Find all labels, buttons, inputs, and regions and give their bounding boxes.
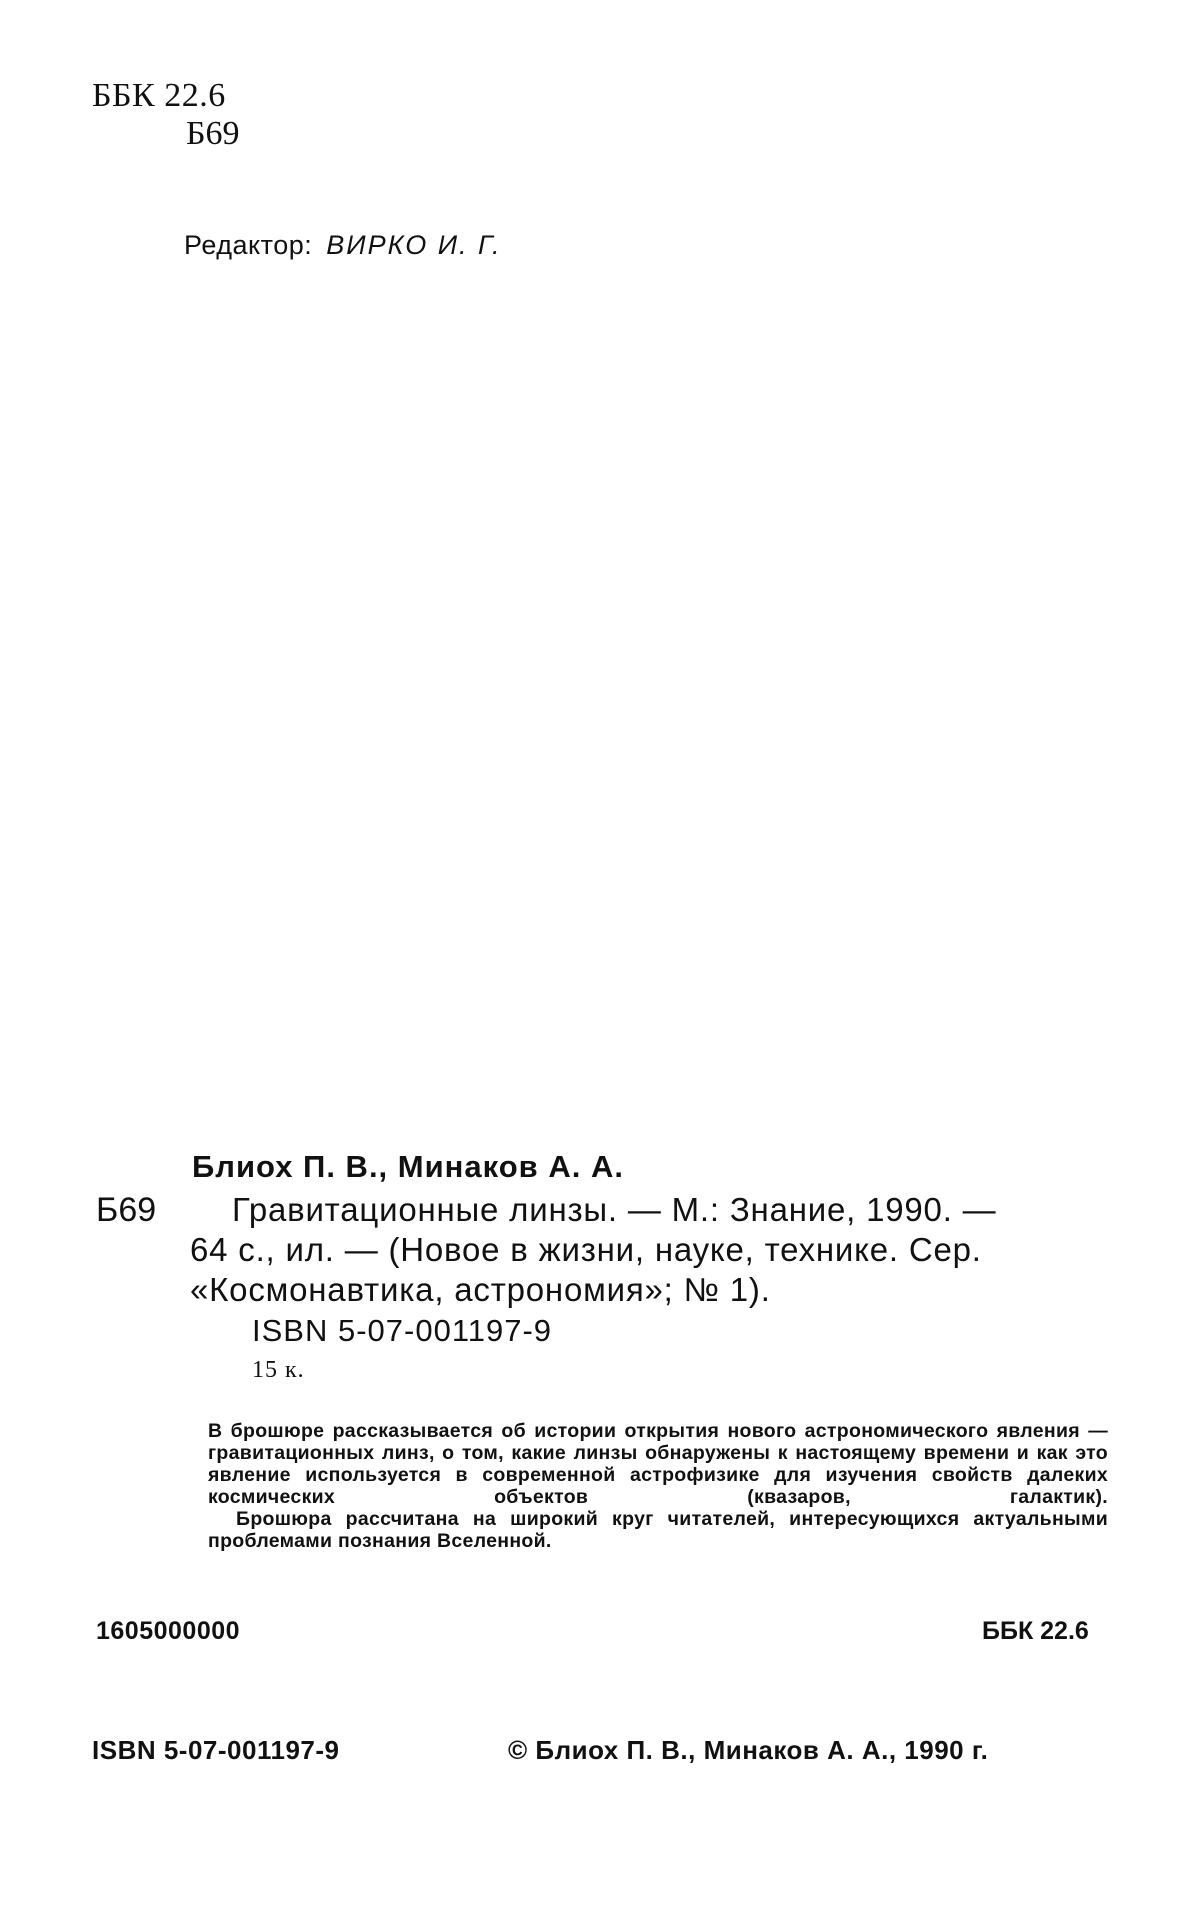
card-price: 15 к. xyxy=(252,1357,305,1383)
editor-label: Редактор: xyxy=(184,230,313,260)
annotation xyxy=(208,1420,1108,1552)
catalog-number: 1605000000 xyxy=(96,1617,241,1645)
author-code: Б69 xyxy=(186,115,240,152)
footer-isbn: ISBN 5-07-001197-9 xyxy=(92,1735,340,1765)
editor-line xyxy=(184,228,502,262)
card-author-code: Б69 xyxy=(96,1191,157,1229)
card-title-line: Гравитационные линзы. — М.: Знание, 1990. — xyxy=(232,1191,997,1228)
bbk-classification: ББК 22.6 xyxy=(92,77,226,114)
bbk-code-bottom: ББК 22.6 xyxy=(982,1617,1089,1645)
annotation-paragraph-audience: Брошюра рассчитана на широкий круг читателей, интересующихся актуальными проблемами познания Вселенной. xyxy=(208,1508,1108,1552)
card-isbn: ISBN 5-07-001197-9 xyxy=(252,1313,553,1348)
copyright-notice: © Блиох П. В., Минаков А. А., 1990 г. xyxy=(508,1735,989,1765)
card-authors: Блиох П. В., Минаков А. А. xyxy=(192,1149,624,1184)
card-series-line: «Космонавтика, астрономия»; № 1). xyxy=(190,1271,771,1308)
editor-name: ВИРКО И. Г. xyxy=(326,230,502,260)
annotation-paragraph: В брошюре рассказывается об истории открытия нового астрономического явления — гравитационных линз, о том, какие линзы обнаружены к настоящему времени и как это явление используется в современной астрофизике для изучения свойств далеких космических объектов (квазаров, галактик). xyxy=(208,1420,1108,1508)
card-description-line: 64 с., ил. — (Новое в жизни, науке, технике. Сер. xyxy=(190,1231,982,1268)
